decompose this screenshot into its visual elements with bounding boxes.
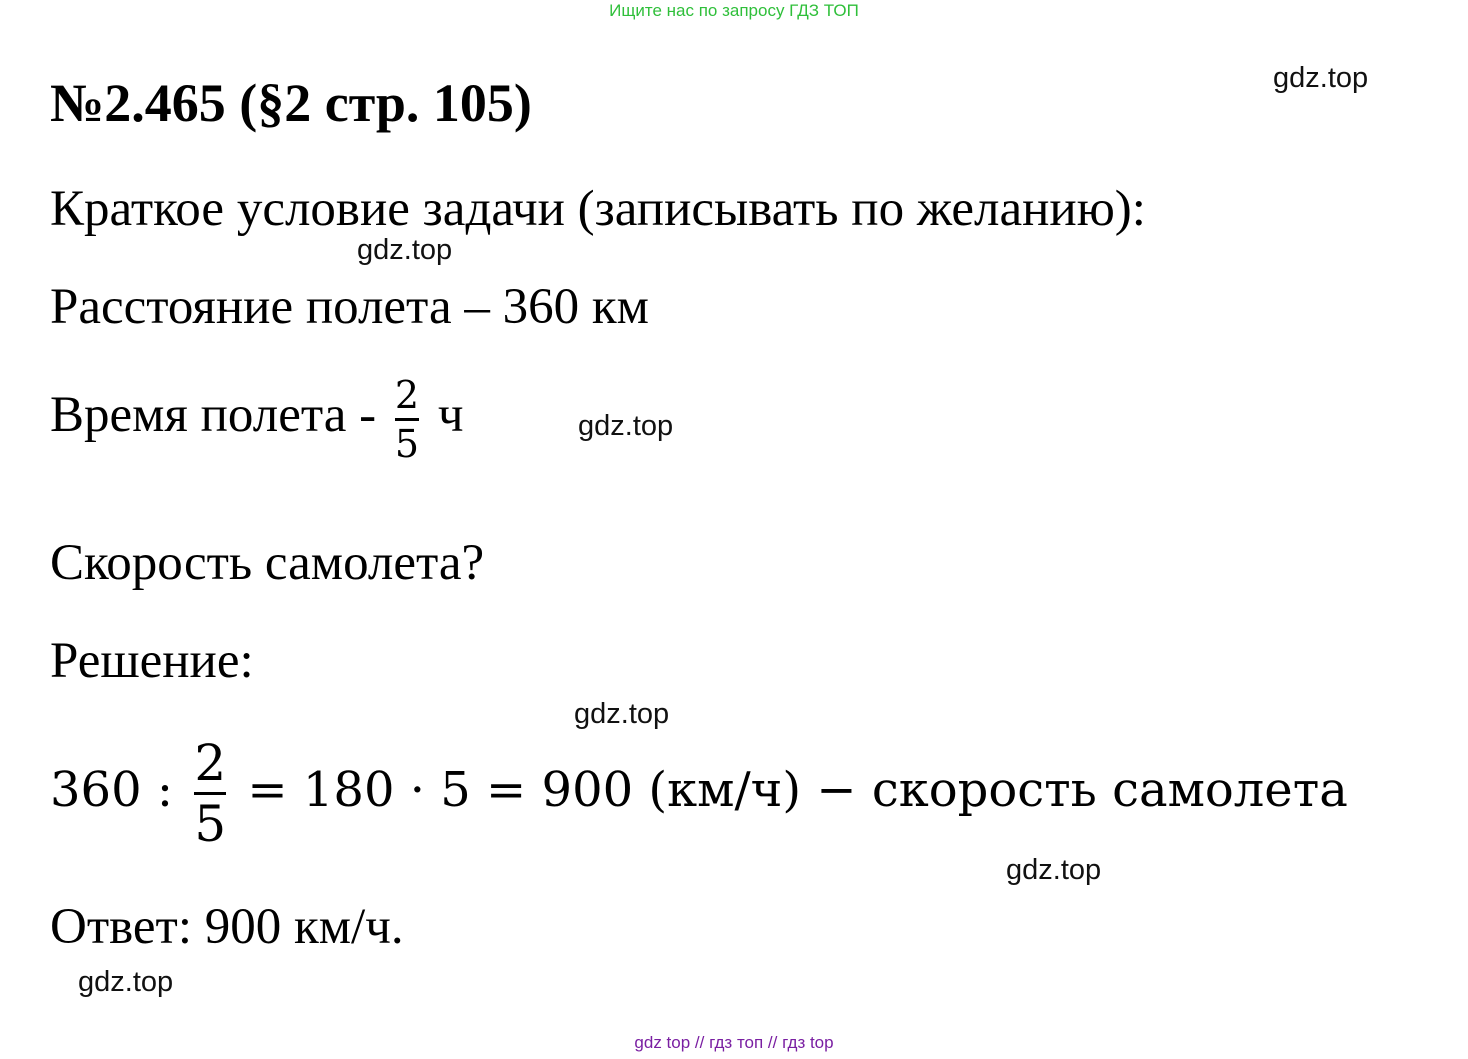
fraction-denominator: 5 (194, 795, 227, 853)
fraction-bar (395, 418, 419, 421)
footer-links[interactable]: gdz top // гдз топ // гдз top (634, 1033, 834, 1052)
fraction-numerator: 2 (194, 734, 227, 792)
equation-rhs: = 180 · 5 = 900 (км/ч) − скорость самолета (247, 762, 1348, 818)
fraction-denominator: 5 (394, 422, 420, 466)
condition-heading: Краткое условие задачи (записывать по желанию): (50, 181, 1146, 237)
time-prefix: Время полета - (50, 387, 377, 444)
time-fraction (394, 373, 420, 466)
solution-equation (50, 734, 1348, 853)
answer-line: Ответ: 900 км/ч. (50, 899, 404, 955)
problem-title: №2.465 (§2 стр. 105) (50, 73, 532, 133)
watermark: gdz.top (357, 234, 453, 266)
top-banner-link[interactable]: Ищите нас по запросу ГДЗ ТОП (609, 1, 859, 20)
equation-lhs: 360 : (50, 762, 174, 818)
watermark: gdz.top (574, 698, 670, 730)
time-line (50, 373, 464, 466)
watermark: gdz.top (78, 966, 174, 998)
time-unit: ч (437, 387, 464, 444)
equation-fraction (194, 734, 227, 853)
watermark: gdz.top (1006, 854, 1102, 886)
solution-label: Решение: (50, 633, 254, 689)
watermark: gdz.top (578, 410, 674, 442)
distance-line: Расстояние полета – 360 км (50, 279, 649, 335)
question-line: Скорость самолета? (50, 535, 485, 591)
fraction-numerator: 2 (394, 373, 420, 417)
watermark: gdz.top (1273, 62, 1369, 94)
